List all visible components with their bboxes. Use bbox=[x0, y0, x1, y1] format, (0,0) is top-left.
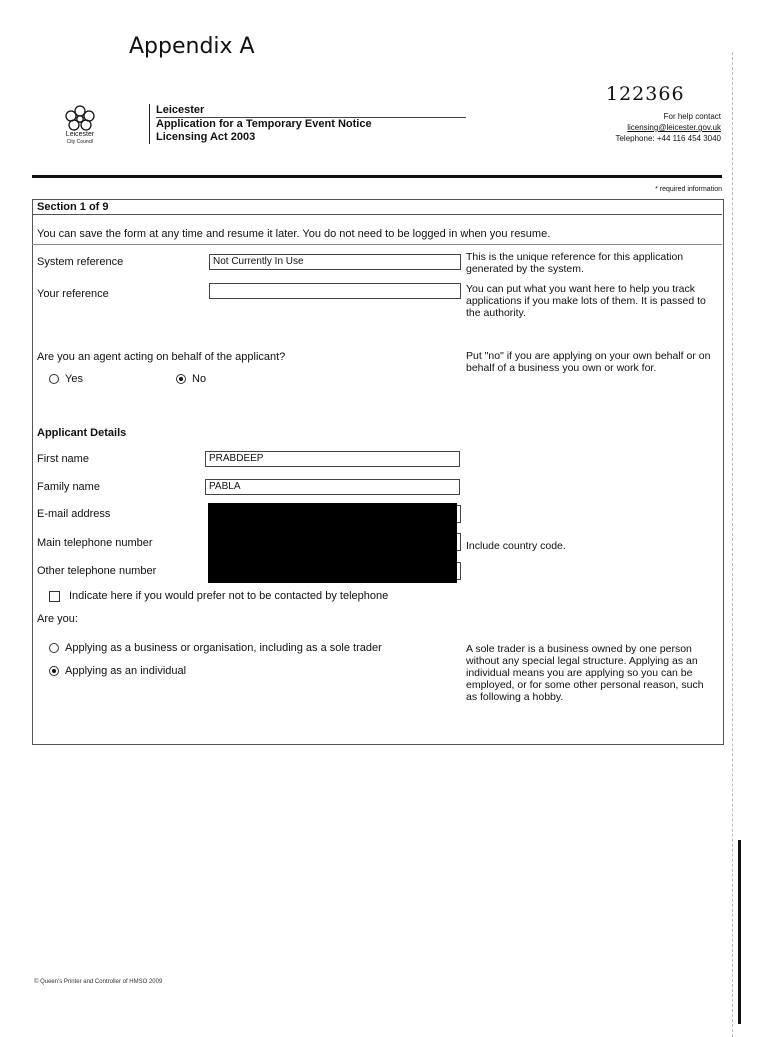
your-reference-field[interactable] bbox=[209, 283, 461, 299]
flower-logo-icon bbox=[63, 105, 97, 131]
agent-help: Put "no" if you are applying on your own behalf or on behalf of a business you own or work for. bbox=[466, 350, 711, 374]
main-phone-field[interactable] bbox=[457, 533, 461, 551]
business-radio[interactable] bbox=[49, 643, 59, 653]
no-contact-option[interactable] bbox=[49, 590, 388, 603]
agent-yes-radio[interactable] bbox=[49, 374, 59, 384]
business-label: Applying as a business or organisation, including as a sole trader bbox=[65, 642, 382, 654]
no-contact-checkbox[interactable] bbox=[49, 591, 60, 602]
required-note: * required information bbox=[655, 186, 722, 193]
individual-label: Applying as an individual bbox=[65, 665, 187, 677]
phone-help: Include country code. bbox=[466, 540, 566, 552]
redacted-contact-fields bbox=[208, 503, 457, 583]
business-option[interactable] bbox=[49, 642, 382, 655]
your-reference-label: Your reference bbox=[37, 288, 109, 300]
form-city: Leicester bbox=[156, 104, 466, 118]
form-act: Licensing Act 2003 bbox=[156, 131, 256, 143]
scan-edge bbox=[732, 52, 734, 1037]
help-contact bbox=[615, 111, 721, 144]
agent-no-radio[interactable] bbox=[176, 374, 186, 384]
form-title: Application for a Temporary Event Notice bbox=[156, 118, 372, 130]
first-name-field[interactable]: PRABDEEP bbox=[205, 451, 460, 467]
family-name-field[interactable]: PABLA bbox=[205, 479, 460, 495]
footer-copyright: © Queen's Printer and Controller of HMSO 2009 bbox=[34, 979, 163, 985]
agent-question: Are you an agent acting on behalf of the applicant? bbox=[37, 351, 286, 363]
system-reference-field[interactable]: Not Currently In Use bbox=[209, 254, 461, 270]
your-reference-help: You can put what you want here to help you track applications if you make lots of them. It is passed to the authority. bbox=[466, 283, 706, 319]
form-header bbox=[149, 104, 466, 144]
agent-yes-label: Yes bbox=[65, 373, 83, 385]
are-you-label: Are you: bbox=[37, 613, 78, 625]
handwritten-reference-number: 122366 bbox=[606, 83, 685, 105]
logo-text: Leicester bbox=[65, 131, 95, 138]
intro-text: You can save the form at any time and resume it later. You do not need to be logged in when you resume. bbox=[37, 228, 551, 240]
email-label: E-mail address bbox=[37, 508, 111, 520]
agent-no-option[interactable] bbox=[176, 373, 206, 386]
family-name-label: Family name bbox=[37, 481, 100, 493]
help-label: For help contact bbox=[663, 112, 721, 121]
header-divider bbox=[32, 175, 722, 178]
appendix-title: Appendix A bbox=[129, 34, 255, 59]
individual-radio[interactable] bbox=[49, 666, 59, 676]
system-reference-label: System reference bbox=[37, 256, 124, 268]
help-phone: Telephone: +44 116 454 3040 bbox=[615, 134, 721, 143]
no-contact-label: Indicate here if you would prefer not to be contacted by telephone bbox=[69, 590, 389, 602]
main-phone-label: Main telephone number bbox=[37, 537, 153, 549]
email-field[interactable] bbox=[457, 505, 461, 523]
system-reference-help: This is the unique reference for this application generated by the system. bbox=[466, 251, 684, 275]
section-label: Section 1 of 9 bbox=[32, 199, 722, 215]
logo-subtext: City Council bbox=[66, 139, 94, 145]
divider bbox=[32, 244, 722, 245]
are-you-help: A sole trader is a business owned by one person without any special legal structure. Applying as an individual means you are applying so you can be employed, or for some other personal reason, such as following a hobby. bbox=[466, 643, 704, 703]
other-phone-field[interactable] bbox=[457, 562, 461, 580]
council-logo bbox=[58, 105, 102, 145]
applicant-details-heading: Applicant Details bbox=[37, 427, 127, 439]
scan-edge-mark bbox=[738, 840, 741, 1024]
help-email-link[interactable]: licensing@leicester.gov.uk bbox=[627, 123, 721, 132]
individual-option[interactable] bbox=[49, 665, 186, 678]
agent-yes-option[interactable] bbox=[49, 373, 83, 386]
other-phone-label: Other telephone number bbox=[37, 565, 157, 577]
first-name-label: First name bbox=[37, 453, 89, 465]
agent-no-label: No bbox=[192, 373, 207, 385]
